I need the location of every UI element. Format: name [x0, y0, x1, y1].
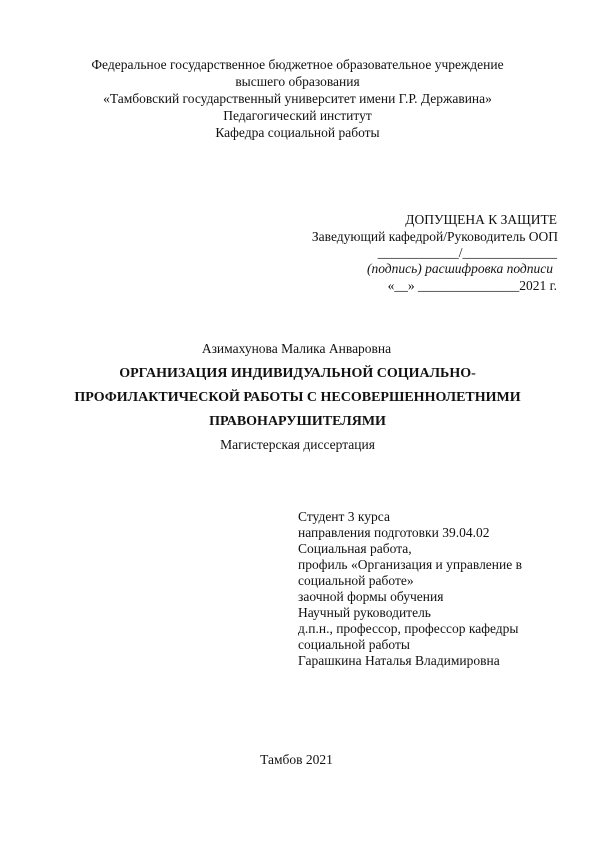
city-year: Тамбов 2021	[260, 752, 333, 767]
approval-title: ДОПУЩЕНА К ЗАЩИТЕ	[405, 212, 557, 227]
work-type: Магистерская диссертация	[220, 437, 375, 452]
student-info-line: профиль «Организация и управление в	[298, 557, 522, 572]
department-name: Кафедра социальной работы	[215, 125, 380, 140]
institution-line-1: Федеральное государственное бюджетное образовательное учреждение	[91, 57, 504, 72]
university-name: «Тамбовский государственный университет имени Г.Р. Державина»	[103, 91, 492, 106]
student-info-line: направления подготовки 39.04.02	[298, 525, 490, 540]
approval-signature-caption: (подпись) расшифровка подписи	[366, 261, 553, 276]
supervisor-label: Научный руководитель	[298, 605, 431, 620]
student-info-line: заочной формы обучения	[298, 589, 444, 604]
supervisor-info-line: социальной работы	[298, 637, 410, 652]
institution-line-2: высшего образования	[235, 74, 360, 89]
author-name: Азимахунова Малика Анваровна	[201, 341, 392, 356]
institute-name: Педагогический институт	[223, 108, 372, 123]
approval-date-line: «__» _______________2021 г.	[387, 278, 557, 293]
thesis-title-line-1: ОРГАНИЗАЦИЯ ИНДИВИДУАЛЬНОЙ СОЦИАЛЬНО-	[119, 366, 476, 381]
student-info-line: социальной работе»	[298, 573, 414, 588]
student-info-line: Студент 3 курса	[298, 509, 390, 524]
approval-role: Заведующий кафедрой/Руководитель ООП	[311, 229, 558, 244]
thesis-title-line-3: ПРАВОНАРУШИТЕЛЯМИ	[209, 414, 386, 429]
thesis-title-line-2: ПРОФИЛАКТИЧЕСКОЙ РАБОТЫ С НЕСОВЕРШЕННОЛЕТНИМИ	[74, 390, 521, 405]
approval-signature-line: ____________/______________	[377, 245, 557, 260]
supervisor-name: Гарашкина Наталья Владимировна	[298, 653, 500, 668]
supervisor-info-line: д.п.н., профессор, профессор кафедры	[298, 621, 519, 636]
student-info-line: Социальная работа,	[298, 541, 412, 556]
